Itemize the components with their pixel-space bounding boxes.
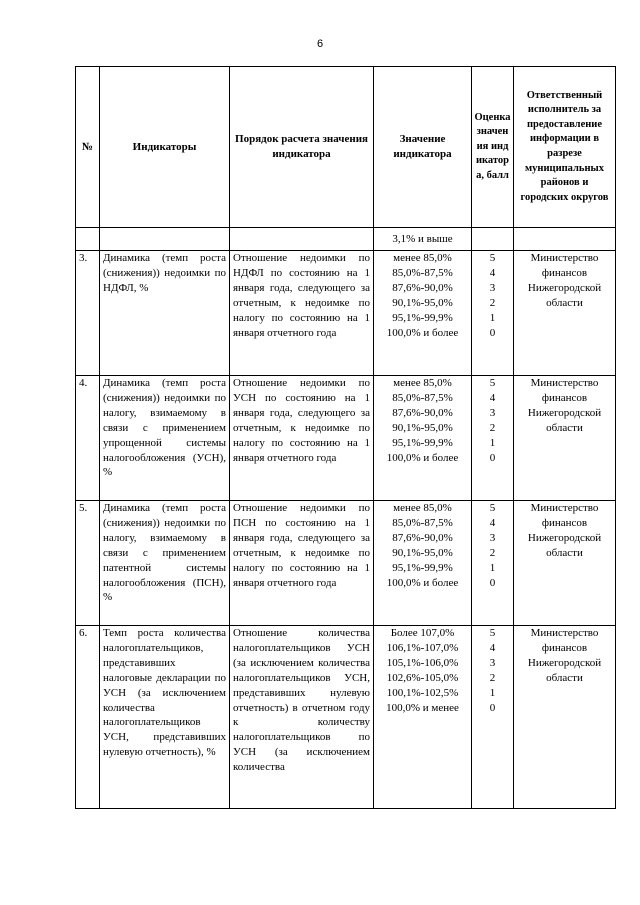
continuation-value: 3,1% и выше [374,228,472,251]
table-row-continuation [76,228,616,251]
indicators-table [75,66,616,809]
header-indicators: Индикаторы [100,67,230,228]
table-row [76,501,616,626]
header-score: Оценка значения индикатора, балл [472,67,514,228]
row-responsible: Министерство финансов Нижегородской области [514,626,616,809]
header-value: Значение индикатора [374,67,472,228]
row-scores: 5 4 3 2 1 0 [472,501,514,626]
row-num: 4. [76,376,100,501]
row-responsible: Министерство финансов Нижегородской области [514,501,616,626]
row-indicator: Динамика (темп роста (снижения)) недоимки по НДФЛ, % [100,251,230,376]
row-calc: Отношение недоимки по УСН по состоянию на 1 января года, следующего за отчетным, к недоимке по налогу по состоянию на 1 января отчетного года [230,376,374,501]
page-number: 6 [316,38,324,50]
row-indicator: Динамика (темп роста (снижения)) недоимки по налогу, взимаемому в связи с применением упрощенной системы налогообложения (УСН), % [100,376,230,501]
row-scores: 5 4 3 2 1 0 [472,376,514,501]
row-indicator: Динамика (темп роста (снижения)) недоимки по налогу, взимаемому в связи с применением патентной системы налогообложения (ПСН), % [100,501,230,626]
row-calc: Отношение недоимки по НДФЛ по состоянию на 1 января года, следующего за отчетным, к недоимке по налогу по состоянию на 1 января отчетного года [230,251,374,376]
row-indicator: Темп роста количества налогоплательщиков, представивших налоговые декларации по УСН (за исключением количества налогоплательщиков УСН, представивших нулевую отчетность), % [100,626,230,809]
row-values: менее 85,0% 85,0%-87,5% 87,6%-90,0% 90,1%-95,0% 95,1%-99,9% 100,0% и более [374,251,472,376]
row-responsible: Министерство финансов Нижегородской области [514,251,616,376]
row-scores: 5 4 3 2 1 0 [472,626,514,809]
row-values: менее 85,0% 85,0%-87,5% 87,6%-90,0% 90,1%-95,0% 95,1%-99,9% 100,0% и более [374,376,472,501]
row-values: Более 107,0% 106,1%-107,0% 105,1%-106,0% 102,6%-105,0% 100,1%-102,5% 100,0% и менее [374,626,472,809]
header-calc: Порядок расчета значения индикатора [230,67,374,228]
row-calc: Отношение количества налогоплательщиков УСН (за исключением количества налогоплательщиков УСН, представивших нулевую отчетность) в отчетном году к количеству налогоплательщиков по УСН (за исключением количества [230,626,374,809]
row-num: 6. [76,626,100,809]
header-responsible: Ответственный исполнитель за предоставление информации в разрезе муниципальных районов и городских округов [514,67,616,228]
row-num: 3. [76,251,100,376]
row-calc: Отношение недоимки по ПСН по состоянию на 1 января года, следующего за отчетным, к недоимке по налогу по состоянию на 1 января отчетного года [230,501,374,626]
row-responsible: Министерство финансов Нижегородской области [514,376,616,501]
header-num: № [76,67,100,228]
table-row [76,376,616,501]
row-num: 5. [76,501,100,626]
table-header-row [76,67,616,228]
row-scores: 5 4 3 2 1 0 [472,251,514,376]
table-row [76,251,616,376]
row-values: менее 85,0% 85,0%-87,5% 87,6%-90,0% 90,1%-95,0% 95,1%-99,9% 100,0% и более [374,501,472,626]
table-row [76,626,616,809]
